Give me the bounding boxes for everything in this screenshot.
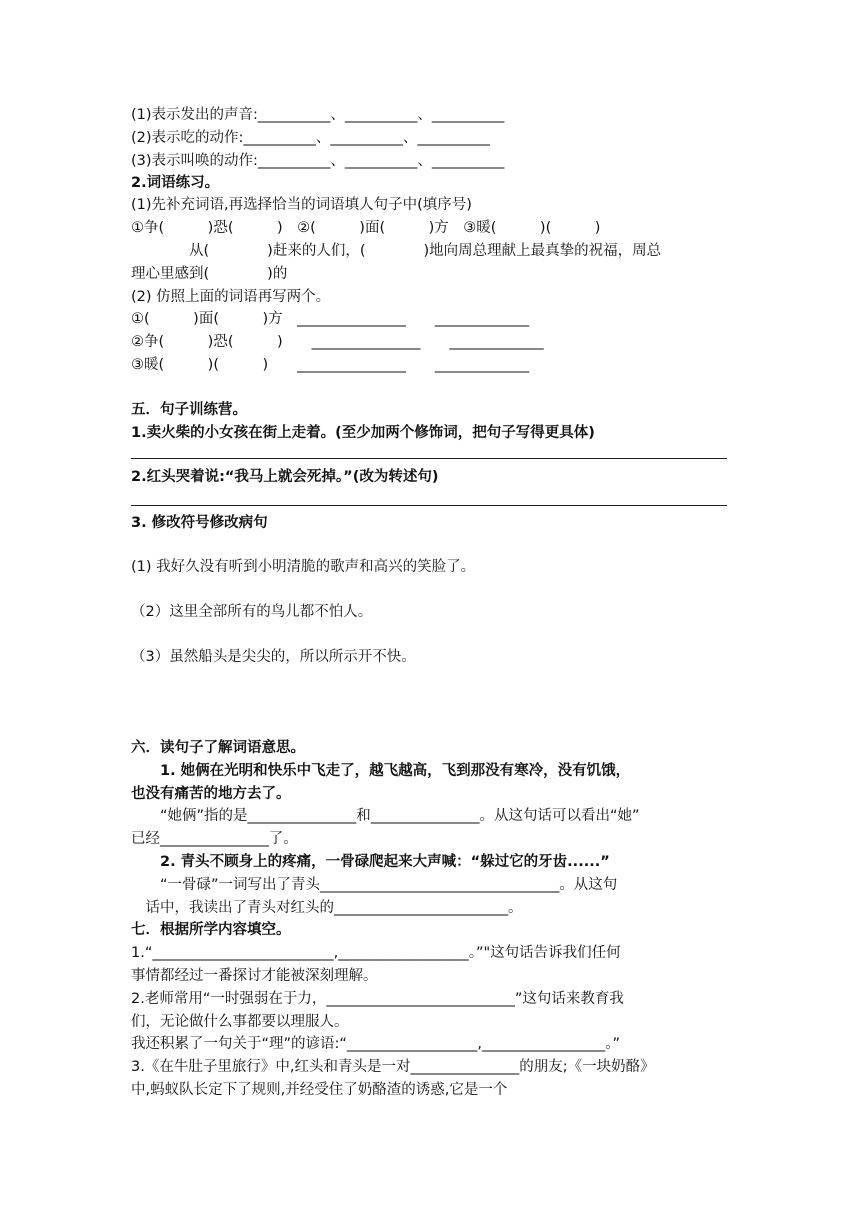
s5-item-1: (1) 我好久没有听到小明清脆的歌声和高兴的笑脸了。 [131, 559, 476, 575]
s6-passage-1d: 已经_______________了。 [131, 831, 298, 847]
s5-question-3: 3. 修改符号修改病句 [131, 515, 268, 531]
s6-passage-2c: 话中，我读出了青头对红头的________________________。 [131, 900, 523, 916]
s2-sentence-1: 从( )赶来的人们，( )地向周总理献上最真挚的祝福，周总 [131, 243, 662, 259]
s5-item-2: （2）这里全部所有的鸟儿都不怕人。 [131, 604, 373, 620]
s5-question-1: 1.卖火柴的小女孩在街上走着。(至少加两个修饰词，把句子写得更具体) [131, 425, 595, 441]
s2-word-list: ①争( )恐( ) ②( )面( )方 ③暖( )( ) [131, 220, 601, 236]
section-7-title: 七．根据所学内容填空。 [131, 922, 291, 938]
s7-line-3a: 3.《在牛肚子里旅行》中,红头和青头是一对_______________的朋友;《一块奶酪》 [131, 1059, 655, 1075]
section-2-title: 2.词语练习。 [131, 175, 220, 191]
s2-row-2: ②争( )恐( ) _______________ _____________ [131, 334, 544, 350]
s7-line-2c: 我还积累了一句关于“理”的谚语:“__________________,_________________。” [131, 1036, 621, 1052]
s2-sentence-2: 理心里感到( )的 [131, 266, 288, 282]
s2-row-3: ③暖( )( ) _______________ _____________ [131, 357, 530, 373]
s7-line-1b: 事情都经过一番探讨才能被深刻理解。 [131, 968, 378, 984]
answer-line-1 [131, 458, 727, 459]
s1-line-1: (1)表示发出的声音:__________、__________、__________ [131, 107, 505, 123]
s1-line-2: (2)表示吃的动作:__________、__________、__________ [131, 130, 490, 146]
s6-passage-2a: 2. 青头不顾身上的疼痛，一骨碌爬起来大声喊：“躲过它的牙齿......” [131, 854, 610, 870]
s7-line-2a: 2.老师常用“一时强弱在于力，__________________________”这句话来教育我 [131, 991, 624, 1007]
s6-passage-2b: “一骨碌”一词写出了青头_________________________________。从这句 [131, 877, 618, 893]
s1-line-3: (3)表示叫唤的动作:__________、__________、__________ [131, 153, 505, 169]
s2-row-1: ①( )面( )方 _______________ _____________ [131, 311, 530, 327]
answer-line-2 [131, 505, 727, 506]
s6-passage-1a: 1. 她俩在光明和快乐中飞走了，越飞越高，飞到那没有寒冷，没有饥饿， [131, 763, 631, 779]
s6-passage-1c: “她俩”指的是_______________和_______________。从这句话可以看出“她” [131, 808, 640, 824]
s7-line-3b: 中,蚂蚁队长定下了规则,并经受住了奶酪渣的诱惑,它是一个 [131, 1082, 508, 1098]
section-6-title: 六．读句子了解词语意思。 [131, 740, 305, 756]
s6-passage-1b: 也没有痛苦的地方去了。 [131, 786, 291, 802]
section-5-title: 五．句子训练营。 [131, 402, 247, 418]
s7-line-1a: 1.“_________________________,__________________。”"这句话告诉我们任何 [131, 945, 621, 961]
s2-question-1: (1)先补充词语,再选择恰当的词语填人句子中(填序号) [131, 197, 472, 213]
s7-line-2b: 们，无论做什么事都要以理服人。 [131, 1014, 349, 1030]
s5-question-2: 2.红头哭着说:“我马上就会死掉。”(改为转述句) [131, 469, 439, 485]
s2-question-2: (2) 仿照上面的词语再写两个。 [131, 289, 331, 305]
s5-item-3: （3）虽然船头是尖尖的，所以所示开不快。 [131, 649, 416, 665]
